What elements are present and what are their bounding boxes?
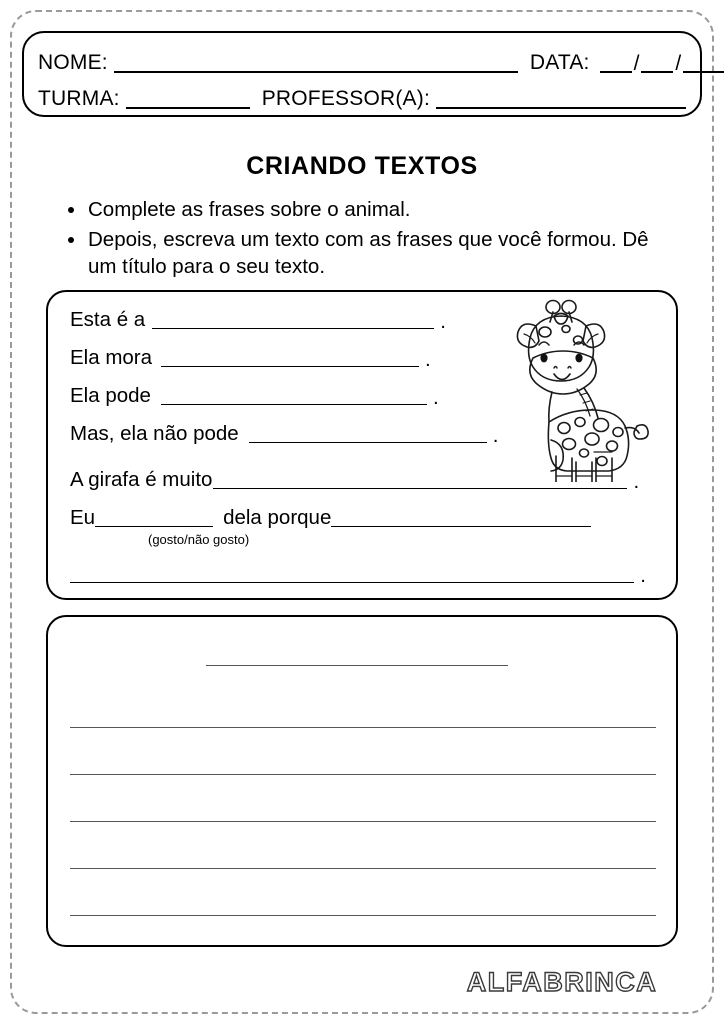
sentence-prompt: Esta é a	[70, 308, 146, 331]
teacher-label: PROFESSOR(A):	[261, 87, 430, 110]
student-info-box	[22, 31, 702, 117]
sentence-period: .	[425, 348, 431, 371]
sentence-prompt: Mas, ela não pode	[70, 422, 239, 445]
date-label: DATA:	[529, 51, 590, 74]
text-writing-box	[46, 615, 678, 947]
instruction-item: Depois, escreva um texto com as frases que você formou. Dê um título para o seu texto.	[62, 226, 672, 280]
date-year-line[interactable]	[683, 51, 724, 73]
opinion-middle: dela porque	[223, 506, 332, 529]
final-continuation-row	[70, 564, 646, 587]
sentence-row	[70, 346, 431, 370]
date-fields	[600, 51, 724, 75]
writing-line[interactable]	[70, 868, 656, 869]
brand-name: ALFABRINCA	[466, 967, 658, 997]
class-label: TURMA:	[38, 87, 120, 110]
date-separator-1: /	[633, 52, 640, 75]
sentence-period: .	[633, 470, 640, 493]
opinion-choice-line[interactable]	[95, 507, 213, 527]
opinion-reason-line[interactable]	[331, 507, 591, 527]
opinion-prefix: Eu	[70, 506, 96, 529]
sentence-row	[70, 422, 498, 446]
sentence-prompt: Ela pode	[70, 384, 151, 407]
sentence-answer-line[interactable]	[152, 309, 434, 329]
sentence-row	[70, 384, 439, 408]
date-day-line[interactable]	[600, 51, 632, 73]
sentence-answer-line[interactable]	[161, 347, 419, 367]
opinion-hint: (gosto/não gosto)	[148, 532, 250, 547]
date-separator-2: /	[675, 52, 682, 75]
opinion-sentence-row	[70, 506, 591, 530]
writing-line[interactable]	[70, 821, 656, 822]
instruction-item: Complete as frases sobre o animal.	[62, 196, 672, 223]
writing-line[interactable]	[70, 774, 656, 775]
page-title: CRIANDO TEXTOS	[246, 152, 478, 180]
sentence-period: .	[492, 424, 499, 447]
sentence-completion-box	[46, 290, 678, 600]
sentence-period: .	[440, 310, 446, 333]
writing-line[interactable]	[70, 727, 656, 728]
final-continuation-line[interactable]	[70, 570, 634, 583]
text-title-line[interactable]	[206, 665, 508, 666]
date-month-line[interactable]	[641, 51, 673, 73]
sentence-answer-line[interactable]	[161, 385, 427, 405]
name-input-line[interactable]	[114, 51, 518, 73]
sentence-period: .	[432, 386, 439, 409]
class-input-line[interactable]	[126, 87, 250, 109]
alfabrinca-logo	[462, 962, 662, 1002]
writing-line[interactable]	[70, 915, 656, 916]
giraffe-icon	[506, 296, 668, 482]
sentence-row	[70, 308, 446, 332]
sentence-prompt: A girafa é muito	[70, 468, 213, 491]
teacher-input-line[interactable]	[436, 87, 686, 109]
final-period: .	[640, 564, 646, 587]
header-row-class-teacher	[24, 77, 700, 111]
instructions-list	[62, 196, 672, 283]
name-label: NOME:	[38, 51, 108, 74]
sentence-prompt: Ela mora	[70, 346, 153, 369]
sentence-answer-line[interactable]	[249, 423, 487, 443]
header-row-name-date	[24, 41, 700, 75]
